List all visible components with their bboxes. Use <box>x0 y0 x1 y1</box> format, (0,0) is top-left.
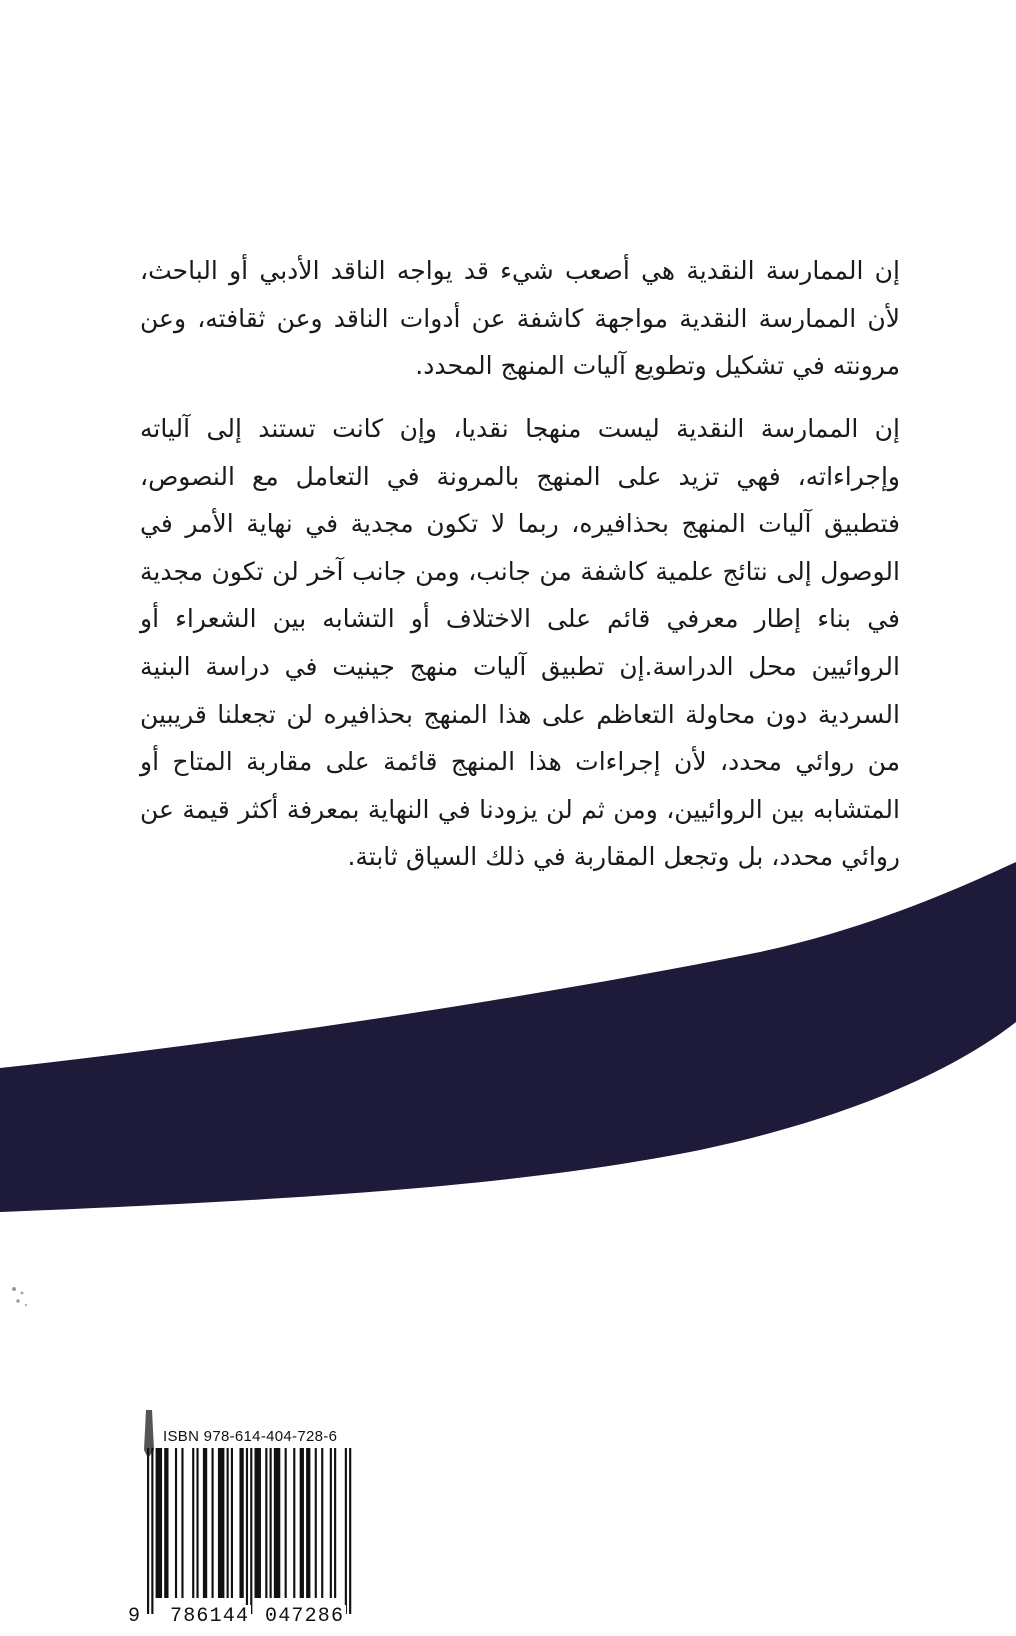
barcode-bar <box>212 1448 214 1598</box>
barcode-bar <box>203 1448 207 1598</box>
barcode-bar <box>231 1448 233 1598</box>
barcode-bar <box>334 1448 336 1598</box>
barcode-bar <box>315 1448 317 1598</box>
barcode-bar <box>196 1448 198 1598</box>
barcode-bar <box>265 1448 267 1598</box>
swoosh-band <box>0 862 1016 1212</box>
barcode-bar <box>164 1448 168 1598</box>
barcode-bar <box>156 1448 162 1598</box>
isbn-label: ISBN 978-614-404-728-6 <box>163 1428 338 1445</box>
barcode-guard-bar <box>250 1448 252 1614</box>
barcode-bar <box>321 1448 323 1598</box>
barcode-bar <box>274 1448 280 1598</box>
barcode-digit-first: 9 <box>128 1605 141 1628</box>
barcode-bar <box>270 1448 272 1598</box>
barcode-bar <box>227 1448 229 1598</box>
barcode-bar <box>192 1448 194 1598</box>
barcode-bar <box>300 1448 304 1598</box>
paragraph-2-text: إن الممارسة النقدية ليست منهجا نقديا، وإن كانت تستند إلى آلياته وإجراءاته، فهي تزيد على المنهج بالمرونة في التعامل مع النصوص، فتطبيق آليات المنهج بحذافيره، ربما لا تكون مجدية في نهاية الأمر في الوصول إلى نتائج علمية كاشفة من جانب، ومن جانب آخر لن تكون مجدية في بناء إطار معرفي قائم على الاختلاف أو التشابه بين الشعراء أو الروائيين محل الدراسة.إن تطبيق آليات منهج جينيت في دراسة البنية السردية دون محاولة التعاظم على هذا المنهج بحذافيره لن تجعلنا قريبين من روائي محدد، لأن إجراءات هذا المنهج قائمة على مقاربة المتاح أو المتشابه بين الروائيين، ومن ثم لن يزودنا في النهاية بمعرفة أكثر قيمة عن روائي محدد، بل وتجعل المقاربة في ذلك السياق ثابتة. <box>140 414 900 872</box>
barcode-bar <box>181 1448 183 1598</box>
barcode-bar <box>239 1448 243 1598</box>
barcode-guard-bar <box>147 1448 149 1614</box>
barcode-guard-bar <box>151 1448 153 1614</box>
barcode-digits-right: 047286 <box>265 1605 345 1628</box>
barcode-bar <box>218 1448 224 1598</box>
barcode-bar <box>285 1448 287 1598</box>
barcode-bar <box>255 1448 261 1598</box>
print-specks <box>0 1275 60 1335</box>
barcode <box>147 1448 367 1618</box>
paragraph-1-text: إن الممارسة النقدية هي أصعب شيء قد يواجه الناقد الأدبي أو الباحث، لأن الممارسة النقدية مواجهة كاشفة عن أدوات الناقد وعن ثقافته، وعن مرونته في تشكيل وتطويع آليات المنهج المحدد. <box>140 256 900 381</box>
barcode-digits-left: 786144 <box>170 1605 250 1628</box>
barcode-bar <box>293 1448 295 1598</box>
barcode-bar <box>306 1448 310 1598</box>
barcode-guard-bar <box>246 1448 248 1614</box>
barcode-guard-bar <box>349 1448 351 1614</box>
barcode-bar <box>175 1448 177 1598</box>
barcode-guard-bar <box>345 1448 347 1614</box>
barcode-bar <box>330 1448 332 1598</box>
